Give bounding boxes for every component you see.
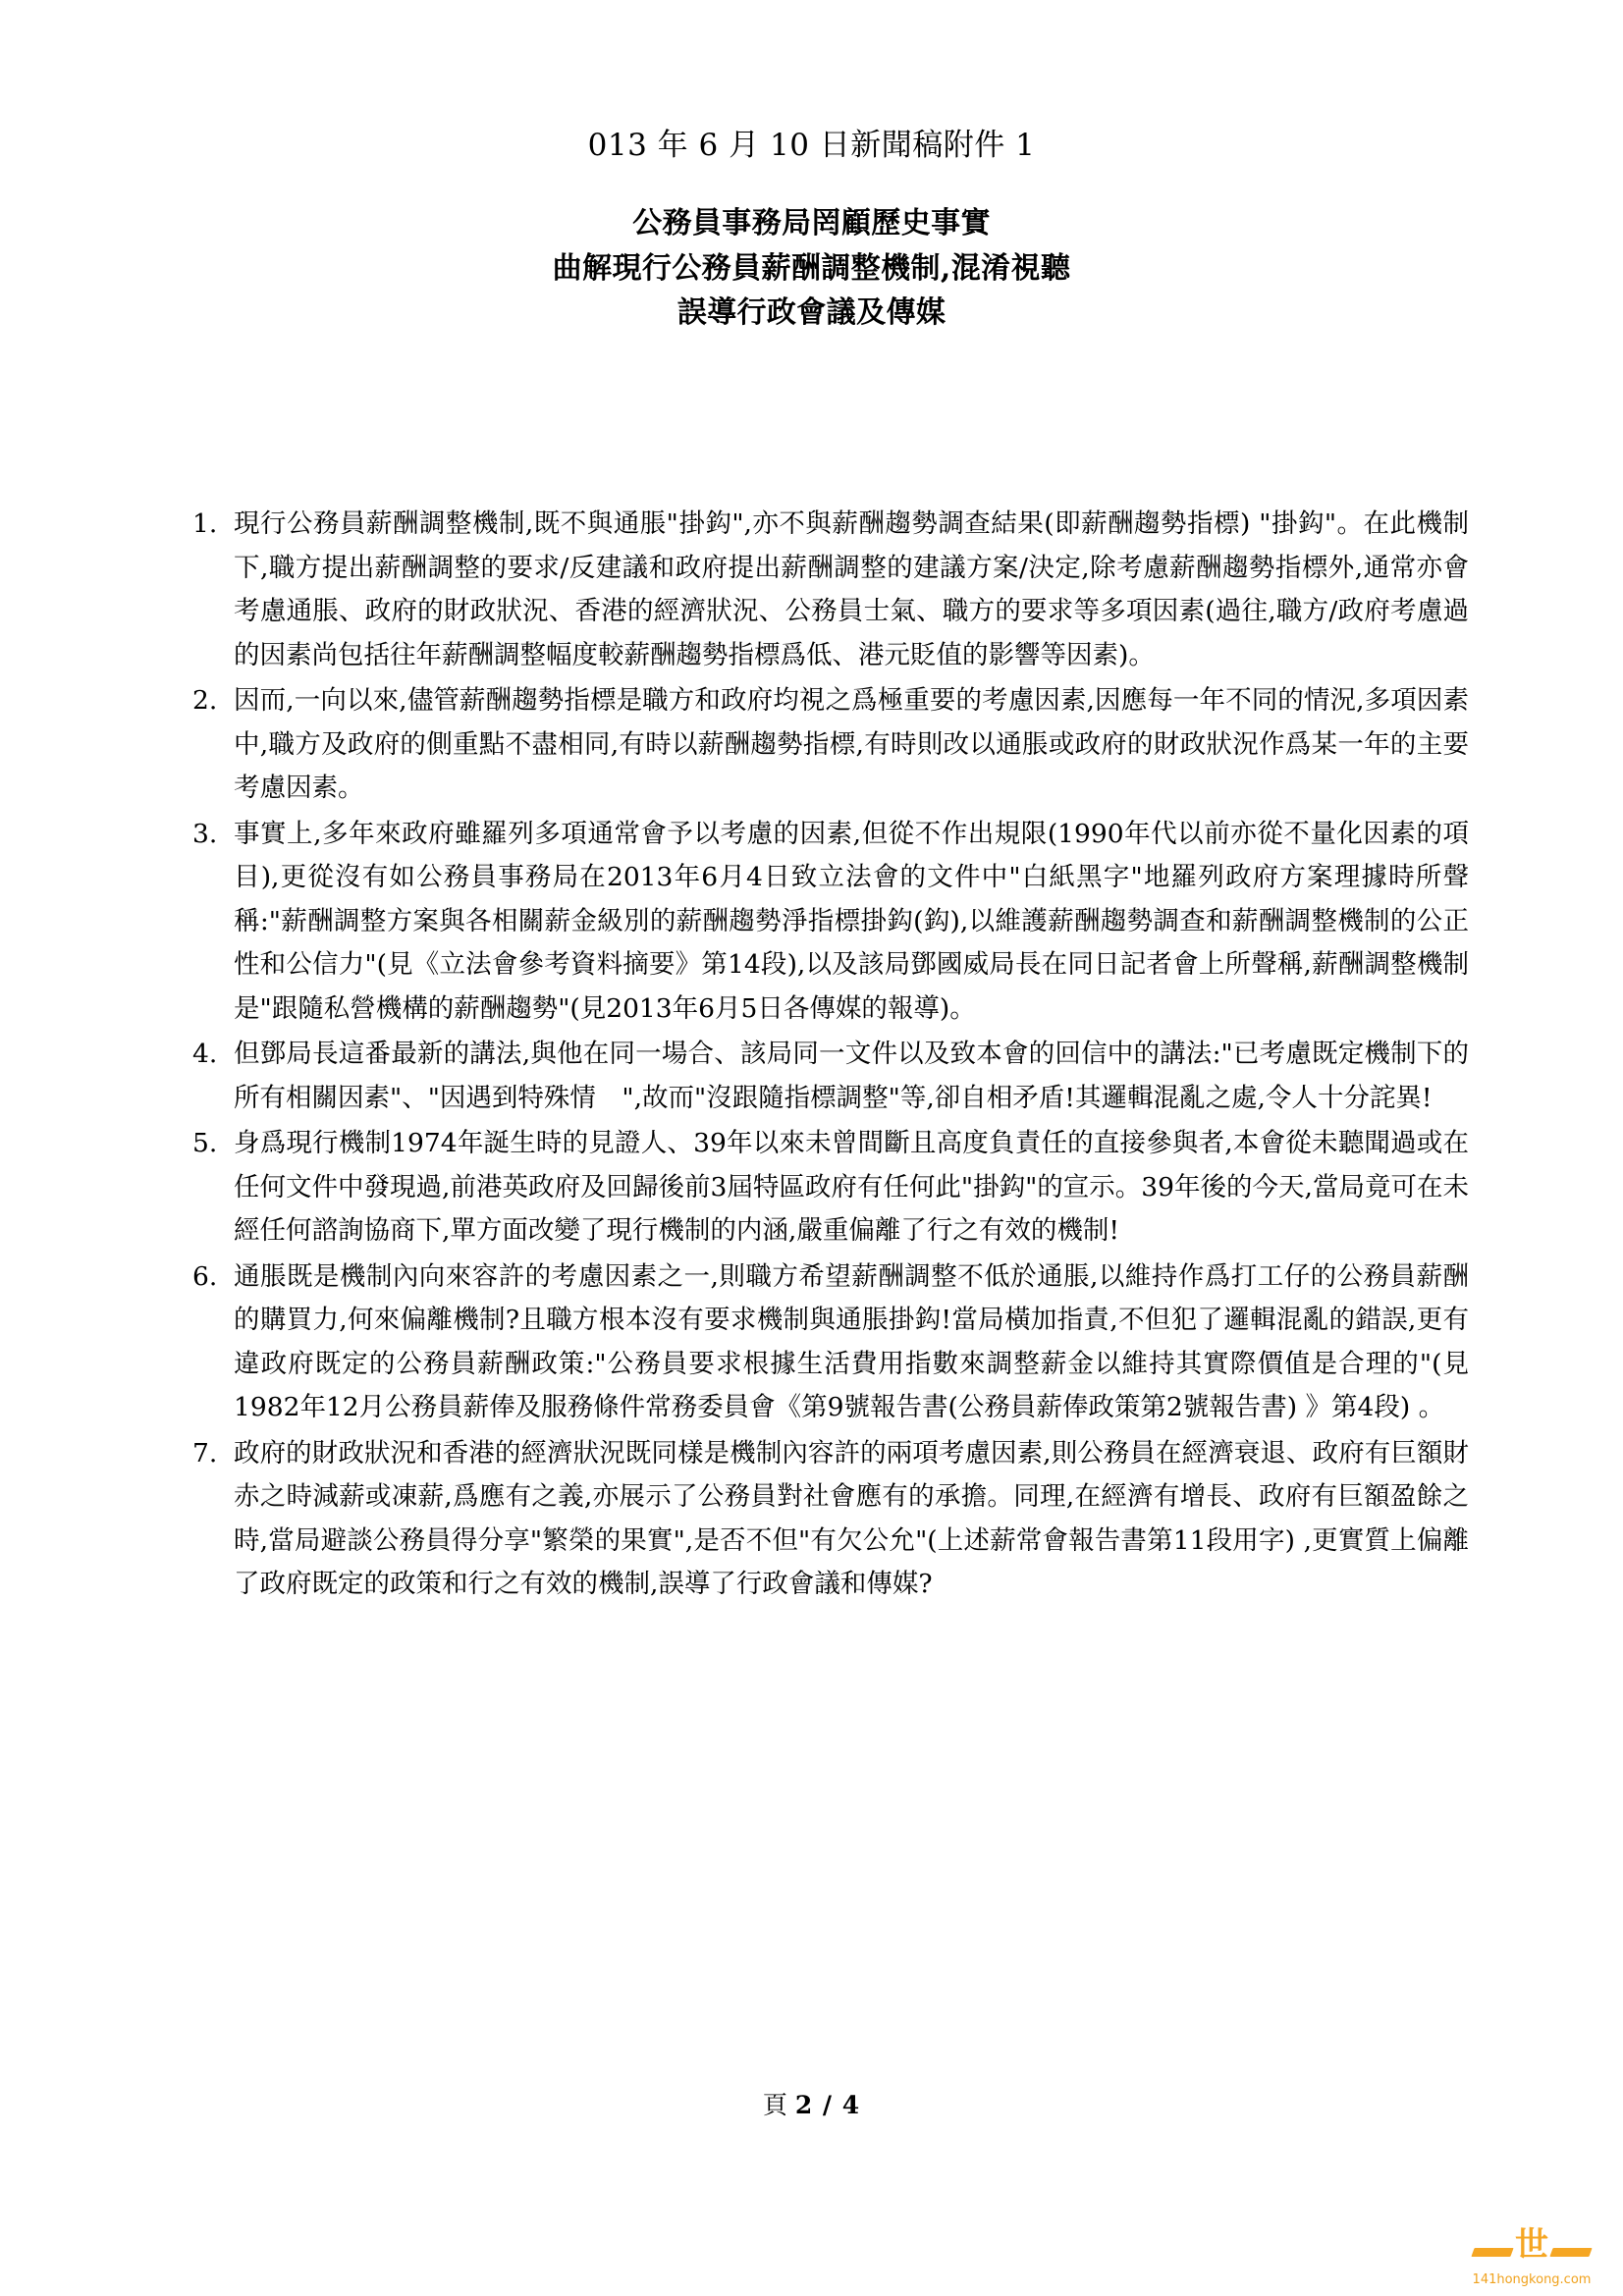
paragraph-item (192, 679, 1469, 811)
paragraph-item (192, 503, 1469, 677)
watermark-left-bar-icon (1471, 2248, 1513, 2257)
title-line-1: 公務員事務局罔顧歷史事實 (632, 206, 991, 240)
document-header-line: 013 年 6 月 10 日新聞稿附件 1 (587, 128, 1036, 163)
paragraph-text: 事實上,多年來政府雖羅列多項通常會予以考慮的因素,但從不作出規限(1990年代以前亦從不量化因素的項目),更從沒有如公務員事務局在2013年6月4日致立法會的文件中"白紙黑字"地羅列政府方案理據時所聲稱:"薪酬調整方案與各相關薪金級別的薪酬趨勢淨指標掛鈎(鈎),以維護薪酬趨勢調查和薪酬調整機制的公正性和公信力"(見《立法會參考資料摘要》第14段),以及該局鄧國威局長在同日記者會上所聲稱,薪酬調整機制是"跟隨私營機構的薪酬趨勢"(見2013年6月5日各傳媒的報導)。 (234, 818, 1469, 1024)
document-title (0, 201, 1623, 336)
paragraph-text: 身爲現行機制1974年誕生時的見證人、39年以來未曾間斷且高度負責任的直接參與者,本會從未聽聞過或在任何文件中發現過,前港英政府及回歸後前3屆特區政府有任何此"掛鈎"的宣示。39年後的今天,當局竟可在未經任何諮詢協商下,單方面改變了現行機制的内涵,嚴重偏離了行之有效的機制! (234, 1128, 1469, 1246)
paragraph-number: 5. (192, 1128, 218, 1158)
paragraph-text: 但鄧局長這番最新的講法,與他在同一場合、該局同一文件以及致本會的回信中的講法:"已考慮既定機制下的所有相關因素"、"因遇到特殊情 ",故而"沒跟隨指標調整"等,卻自相矛盾!其邏輯混亂之處,令人十分詫異! (234, 1039, 1469, 1113)
paragraph-number: 7. (192, 1437, 218, 1468)
paragraph-number: 2. (192, 685, 218, 716)
paragraph-text: 現行公務員薪酬調整機制,既不與通脹"掛鈎",亦不與薪酬趨勢調查結果(即薪酬趨勢指標) "掛鈎"。在此機制下,職方提出薪酬調整的要求/反建議和政府提出薪酬調整的建議方案/決定,除考慮薪酬趨勢指標外,通常亦會考慮通脹、政府的財政狀況、香港的經濟狀況、公務員士氣、職方的要求等多項因素(過往,職方/政府考慮過的因素尚包括往年薪酬調整幅度較薪酬趨勢指標爲低、港元貶值的影響等因素)。 (234, 508, 1469, 670)
title-line-3: 誤導行政會議及傳媒 (676, 295, 947, 331)
numbered-paragraph-list (192, 503, 1469, 1609)
paragraph-number: 1. (192, 508, 218, 539)
title-line-2: 曲解現行公務員薪酬調整機制,混淆視聽 (552, 250, 1071, 286)
watermark-logo-icon (1467, 2225, 1596, 2271)
paragraph-item (192, 1255, 1469, 1430)
paragraph-text: 通脹既是機制內向來容許的考慮因素之一,則職方希望薪酬調整不低於通脹,以維持作爲打工仔的公務員薪酬的購買力,何來偏離機制?且職方根本沒有要求機制與通脹掛鈎!當局橫加指責,不但犯了邏輯混亂的錯誤,更有違政府既定的公務員薪酬政策:"公務員要求根據生活費用指數來調整薪金以維持其實際價值是合理的"(見1982年12月公務員薪俸及服務條件常務委員會《第9號報告書(公務員薪俸政策第2號報告書) 》第4段) 。 (234, 1260, 1469, 1422)
paragraph-number: 4. (192, 1039, 218, 1069)
watermark-glyph: 世 (1515, 2225, 1548, 2265)
paragraph-item (192, 813, 1469, 1032)
paragraph-item (192, 1122, 1469, 1254)
paragraph-text: 因而,一向以來,儘管薪酬趨勢指標是職方和政府均視之爲極重要的考慮因素,因應每一年不同的情況,多項因素中,職方及政府的側重點不盡相同,有時以薪酬趨勢指標,有時則改以通脹或政府的財政狀況作爲某一年的主要考慮因素。 (234, 685, 1469, 803)
page-number: 2 / 4 (794, 2091, 861, 2119)
paragraph-number: 6. (192, 1260, 218, 1292)
paragraph-item (192, 1033, 1469, 1120)
page-label: 頁 (762, 2091, 787, 2119)
paragraph-item (192, 1432, 1469, 1607)
watermark-domain: 141hongkong.com (1472, 2272, 1592, 2287)
site-watermark (1458, 2225, 1605, 2287)
page-footer (0, 2086, 1623, 2121)
watermark-right-bar-icon (1549, 2248, 1592, 2257)
paragraph-number: 3. (192, 818, 218, 849)
paragraph-text: 政府的財政狀況和香港的經濟狀況既同樣是機制內容許的兩項考慮因素,則公務員在經濟衰退、政府有巨額財赤之時減薪或凍薪,爲應有之義,亦展示了公務員對社會應有的承擔。同理,在經濟有增長、政府有巨額盈餘之時,當局避談公務員得分享"繁榮的果實",是否不但"有欠公允"(上述薪常會報告書第11段用字) ,更實質上偏離了政府既定的政策和行之有效的機制,誤導了行政會議和傳媒? (234, 1437, 1469, 1599)
